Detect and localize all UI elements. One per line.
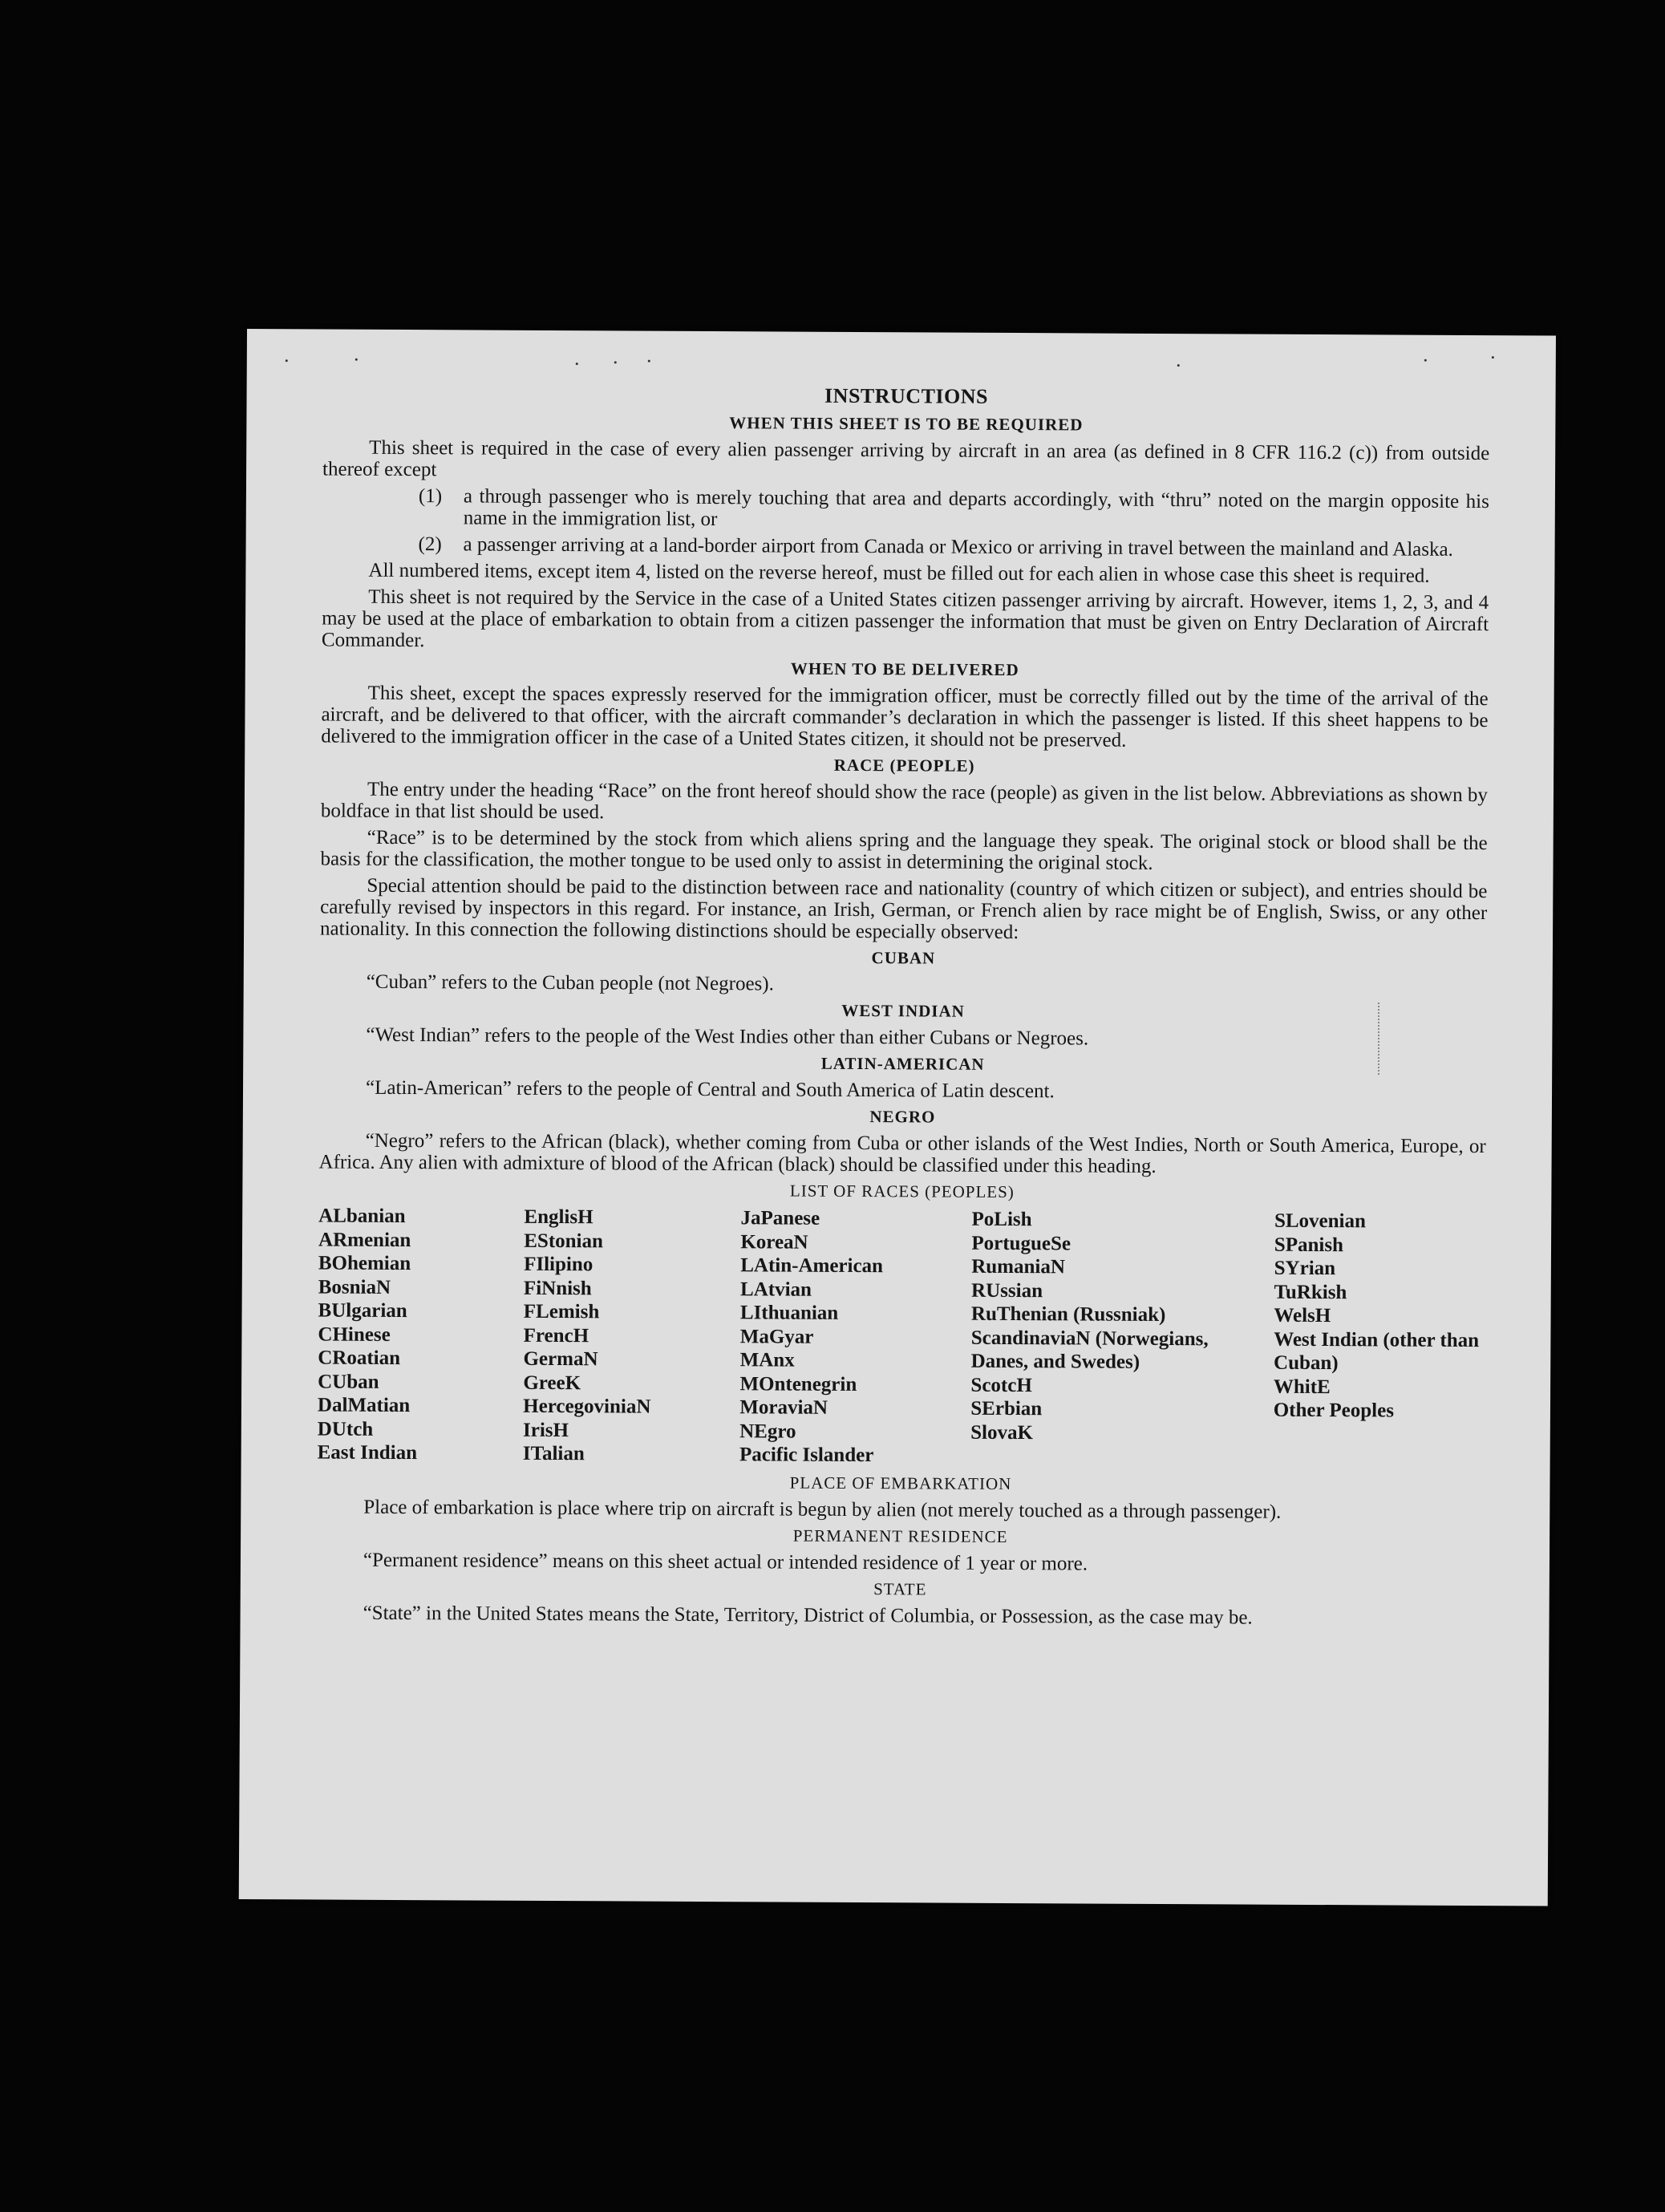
race-item: NEgro (739, 1420, 796, 1443)
race-item: IrisH (522, 1419, 569, 1441)
west-indian-paragraph: “West Indian” refers to the people of the West Indies other than either Cubans or Negroes. (366, 1023, 1089, 1050)
heading-when-required: WHEN THIS SHEET IS TO BE REQUIRED (729, 413, 1084, 435)
heading-race: RACE (PEOPLE) (833, 755, 975, 776)
race-item: BosniaN (318, 1275, 391, 1298)
cuban-paragraph: “Cuban” refers to the Cuban people (not Negroes). (366, 970, 774, 995)
heading-list-of-races: LIST OF RACES (PEOPLES) (789, 1181, 1015, 1202)
race-item: CRoatian (318, 1347, 401, 1370)
latin-american-paragraph: “Latin-American” refers to the people of Central and South America of Latin descent. (365, 1076, 1055, 1103)
race-item: WhitE (1273, 1375, 1331, 1398)
race-item: WelsH (1274, 1304, 1331, 1327)
race-item: ITalian (522, 1442, 585, 1465)
race-item: FiNnish (523, 1277, 592, 1299)
race-item: SlovaK (970, 1421, 1034, 1444)
exception-text: a passenger arriving at a land-border airport from Canada or Mexico or arriving in travel between the mainland and Alaska. (463, 533, 1453, 561)
race-item: TuRkish (1274, 1281, 1347, 1303)
race-item: GreeK (523, 1371, 581, 1394)
race-item: FIlipino (524, 1253, 593, 1276)
race-paragraph-2: “Race” is to be determined by the stock from which aliens spring and the language they speak. The original stock or blood shall be the basis for the classification, the mother tongue to be used only to assist in determining the original stock. (320, 826, 1488, 874)
race-item: RUssian (971, 1279, 1043, 1302)
exception-number: (1) (418, 485, 443, 508)
dust-specks (247, 329, 1556, 336)
race-item: BOhemian (318, 1252, 411, 1275)
race-item: JaPanese (740, 1207, 820, 1230)
required-paragraph-2: All numbered items, except item 4, listed on the reverse hereof, must be filled out for each alien in whose case this sheet is required. (368, 559, 1430, 587)
race-item: LAtvian (740, 1278, 812, 1301)
race-paragraph-3: Special attention should be paid to the distinction between race and nationality (country of which citizen or subject), and entries should be carefully revised by inspectors in this regard. For instance, an Irish, German, or French alien by race might be of English, Swiss, or any other nationality. In this connection the following distinctions should be especially observed: (320, 874, 1488, 944)
races-column (739, 1206, 972, 1468)
exception-item (419, 533, 1489, 561)
heading-negro: NEGRO (869, 1107, 936, 1127)
race-item: FrencH (523, 1324, 589, 1347)
race-item: ScandinaviaN (Norwegians, Danes, and Swedes) (970, 1327, 1209, 1373)
race-item: PortugueSe (971, 1232, 1072, 1254)
race-item: Other Peoples (1273, 1399, 1395, 1422)
required-paragraph-3: This sheet is not required by the Service in the case of a United States citizen passenger arriving by aircraft. However, items 1, 2, 3, and 4 may be used at the place of embarkation to obtain from a citizen passenger the information that must be given on Entry Declaration of Aircraft Commander. (321, 585, 1489, 652)
negro-paragraph: “Negro” refers to the African (black), whether coming from Cuba or other islands of the West Indies, North or South America, Europe, or Africa. Any alien with admixture of blood of the African (black) should be classified under this heading. (318, 1129, 1486, 1177)
race-item: ARmenian (318, 1228, 411, 1251)
race-item: SLovenian (1274, 1209, 1367, 1233)
heading-west-indian: WEST INDIAN (841, 1000, 965, 1021)
race-item: MAnx (739, 1349, 795, 1371)
races-column (1273, 1209, 1485, 1471)
race-item: GermaN (523, 1347, 598, 1371)
race-paragraph-1: The entry under the heading “Race” on the front hereof should show the race (people) as given in the list below. Abbreviations as shown by boldface in that list should be used. (320, 778, 1489, 824)
heading-place-of-embarkation: PLACE OF EMBARKATION (789, 1473, 1012, 1493)
race-item: MaGyar (739, 1325, 814, 1348)
instructions-content (317, 382, 1490, 1634)
exception-item (419, 485, 1489, 534)
races-column (318, 1204, 525, 1465)
race-item: MOntenegrin (739, 1372, 857, 1396)
heading-when-delivered: WHEN TO BE DELIVERED (790, 658, 1019, 680)
race-item: MoraviaN (739, 1396, 828, 1419)
page-title: INSTRUCTIONS (824, 383, 989, 408)
heading-cuban: CUBAN (871, 948, 936, 968)
embarkation-paragraph: Place of embarkation is place where trip on aircraft is begun by alien (not merely touched as a through passenger). (363, 1496, 1282, 1523)
races-column (970, 1208, 1274, 1469)
heading-permanent-residence: PERMANENT RESIDENCE (792, 1525, 1008, 1546)
race-item: KoreaN (740, 1230, 808, 1254)
delivered-paragraph: This sheet, except the spaces expressly reserved for the immigration officer, must be correctly filled out by the time of the arrival of the aircraft, and be delivered to that officer, with the aircraft commander’s declaration in which the passenger is listed. If this sheet happens to be delivered to the immigration officer in the case of a United States citizen, it should not be preserved. (321, 682, 1489, 752)
race-item: East Indian (317, 1441, 418, 1465)
races-list (318, 1204, 1486, 1470)
race-item: DUtch (317, 1417, 374, 1440)
race-item: SPanish (1274, 1234, 1344, 1256)
race-item: PoLish (971, 1208, 1032, 1231)
race-item: West Indian (other than Cuban) (1274, 1328, 1480, 1375)
race-item: LAtin-American (740, 1254, 884, 1278)
state-paragraph: “State” in the United States means the State, Territory, District of Columbia, or Possession, as the case may be. (363, 1602, 1253, 1629)
race-item: Pacific Islander (739, 1444, 874, 1467)
margin-mark (1378, 1003, 1388, 1075)
exceptions-list (322, 484, 1489, 561)
heading-latin-american: LATIN-AMERICAN (820, 1053, 985, 1074)
race-item: CHinese (318, 1323, 391, 1346)
race-item: HercegoviniaN (523, 1395, 651, 1418)
race-item: ScotcH (970, 1374, 1032, 1396)
race-item: SYrian (1274, 1257, 1336, 1280)
race-item: LIthuanian (739, 1302, 839, 1324)
race-item: SErbian (970, 1397, 1043, 1420)
race-item: FLemish (523, 1300, 600, 1323)
race-item: RuThenian (Russniak) (970, 1302, 1166, 1327)
races-column (523, 1205, 741, 1467)
race-item: EStonian (524, 1230, 604, 1252)
document-sheet (239, 329, 1556, 1906)
required-paragraph-1: This sheet is required in the case of every alien passenger arriving by aircraft in an area (as defined in 8 CFR 116.2 (c)) from outside thereof except (322, 436, 1490, 481)
exception-text: a through passenger who is merely touching that area and departs accordingly, with “thru” noted on the margin opposite his name in the immigration list, or (463, 485, 1489, 531)
race-item: BUlgarian (318, 1299, 407, 1323)
exception-number: (2) (418, 533, 442, 556)
race-item: DalMatian (317, 1394, 411, 1417)
race-item: CUban (318, 1370, 379, 1393)
race-item: RumaniaN (971, 1255, 1066, 1278)
residence-paragraph: “Permanent residence” means on this sheet actual or intended residence of 1 year or more. (363, 1549, 1088, 1575)
heading-state: STATE (873, 1578, 927, 1598)
race-item: ALbanian (318, 1205, 406, 1228)
race-item: EnglisH (524, 1205, 593, 1229)
